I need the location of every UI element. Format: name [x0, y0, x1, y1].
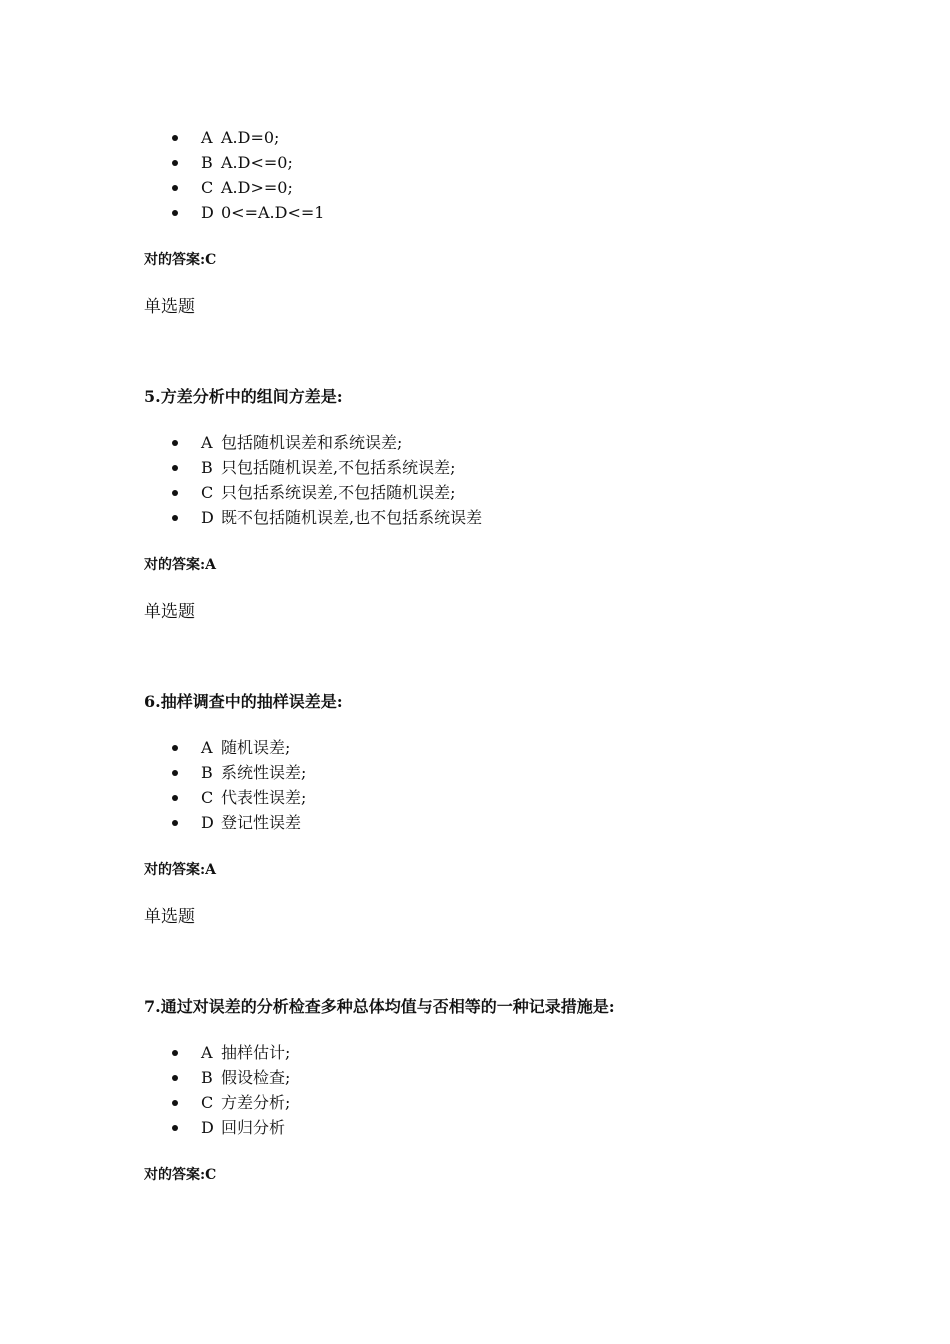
option-item — [0, 480, 950, 505]
correct-answer: 对的答案:A — [144, 557, 217, 573]
question-4-options-block — [0, 125, 950, 225]
question-title: 6.抽样调查中的抽样误差是: — [144, 692, 343, 711]
option-letter: C — [201, 1093, 214, 1112]
option-text: 包括随机误差和系统误差; — [221, 433, 403, 452]
option-text: A.D>=0; — [221, 178, 293, 197]
option-letter: A — [201, 1043, 213, 1062]
option-text: 只包括随机误差,不包括系统误差; — [221, 458, 456, 477]
option-text: 0<=A.D<=1 — [221, 203, 325, 222]
option-item — [0, 1040, 950, 1065]
bullet-icon — [172, 490, 178, 496]
question-title: 7.通过对误差的分析检查多种总体均值与否相等的一种记录措施是: — [144, 997, 615, 1016]
option-letter: D — [201, 1118, 214, 1137]
question-title: 5.方差分析中的组间方差是: — [144, 387, 343, 406]
option-item — [0, 175, 950, 200]
bullet-icon — [172, 515, 178, 521]
option-text: 登记性误差 — [221, 813, 302, 832]
correct-answer: 对的答案:C — [144, 1167, 217, 1183]
question-5-options-block — [0, 430, 950, 530]
option-text: 回归分析 — [221, 1118, 286, 1137]
option-letter: C — [201, 788, 214, 807]
option-text: A.D=0; — [221, 128, 280, 147]
option-item — [0, 200, 950, 225]
bullet-icon — [172, 1050, 178, 1056]
bullet-icon — [172, 135, 178, 141]
option-letter: B — [201, 1068, 213, 1087]
option-item — [0, 760, 950, 785]
option-item — [0, 810, 950, 835]
bullet-icon — [172, 820, 178, 826]
option-item — [0, 125, 950, 150]
option-list — [0, 430, 950, 530]
bullet-icon — [172, 440, 178, 446]
bullet-icon — [172, 1125, 178, 1131]
option-list — [0, 735, 950, 835]
option-letter: B — [201, 153, 213, 172]
option-letter: A — [201, 128, 213, 147]
option-letter: A — [201, 738, 213, 757]
correct-answer: 对的答案:A — [144, 862, 217, 878]
option-item — [0, 430, 950, 455]
option-list — [0, 1040, 950, 1140]
bullet-icon — [172, 465, 178, 471]
option-text: 随机误差; — [221, 738, 291, 757]
option-item — [0, 150, 950, 175]
question-6-options-block — [0, 735, 950, 835]
option-letter: D — [201, 813, 214, 832]
question-type-label: 单选题 — [144, 907, 195, 927]
option-text: 假设检查; — [221, 1068, 291, 1087]
option-list — [0, 125, 950, 225]
bullet-icon — [172, 185, 178, 191]
option-text: 代表性误差; — [221, 788, 307, 807]
question-type-label: 单选题 — [144, 602, 195, 622]
option-item — [0, 1065, 950, 1090]
option-item — [0, 735, 950, 760]
option-letter: A — [201, 433, 213, 452]
option-text: 方差分析; — [221, 1093, 291, 1112]
option-letter: C — [201, 178, 214, 197]
question-type-label: 单选题 — [144, 297, 195, 317]
option-text: A.D<=0; — [221, 153, 293, 172]
option-item — [0, 785, 950, 810]
option-text: 系统性误差; — [221, 763, 307, 782]
option-text: 只包括系统误差,不包括随机误差; — [221, 483, 456, 502]
bullet-icon — [172, 770, 178, 776]
bullet-icon — [172, 795, 178, 801]
option-letter: D — [201, 508, 214, 527]
bullet-icon — [172, 210, 178, 216]
option-letter: C — [201, 483, 214, 502]
option-item — [0, 505, 950, 530]
option-text: 既不包括随机误差,也不包括系统误差 — [221, 508, 483, 527]
option-letter: B — [201, 458, 213, 477]
bullet-icon — [172, 160, 178, 166]
bullet-icon — [172, 1100, 178, 1106]
question-7-options-block — [0, 1040, 950, 1140]
option-letter: D — [201, 203, 214, 222]
bullet-icon — [172, 745, 178, 751]
option-letter: B — [201, 763, 213, 782]
option-item — [0, 455, 950, 480]
correct-answer: 对的答案:C — [144, 252, 217, 268]
option-item — [0, 1090, 950, 1115]
option-text: 抽样估计; — [221, 1043, 291, 1062]
option-item — [0, 1115, 950, 1140]
bullet-icon — [172, 1075, 178, 1081]
